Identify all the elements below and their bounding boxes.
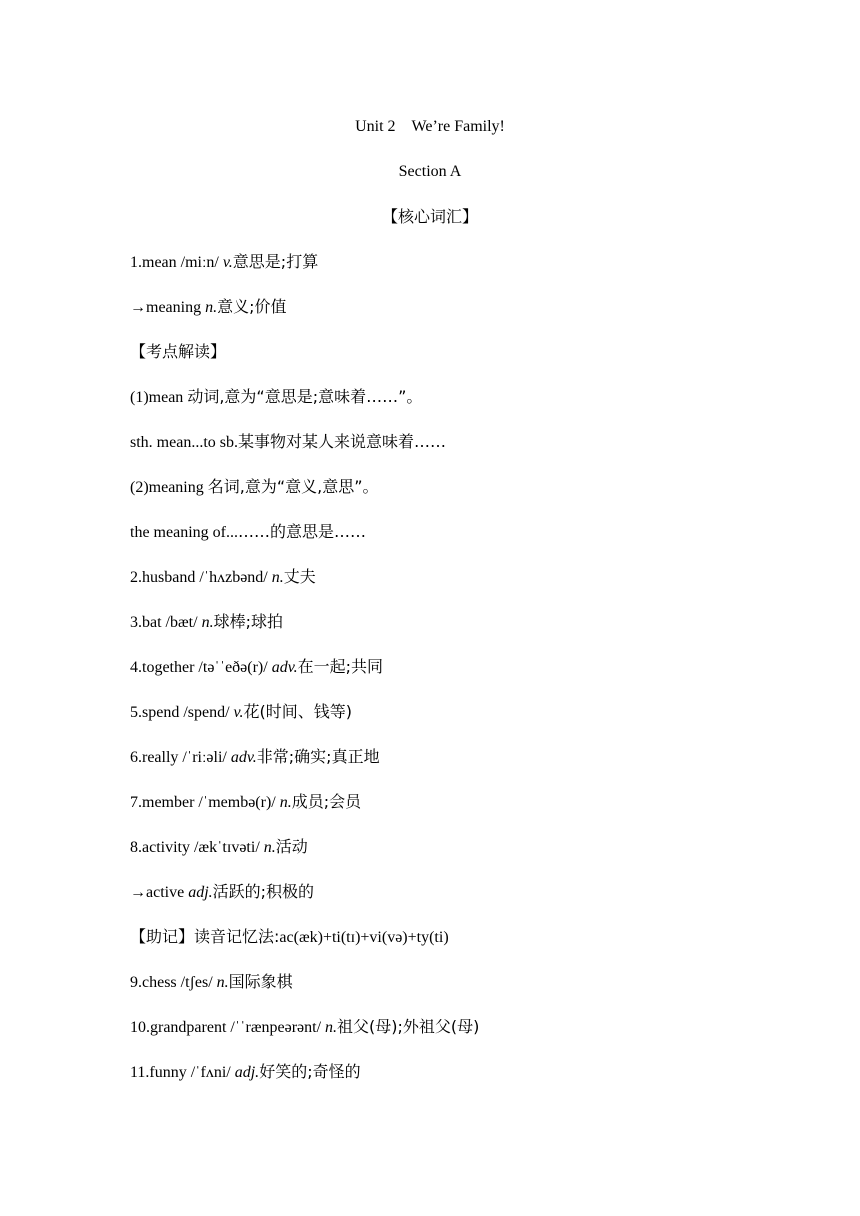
vocab-line-active: →active adj.活跃的;积极的 (130, 882, 315, 901)
vocab-line-really: 6.really /ˈriːəli/ adv.非常;确实;真正地 (130, 747, 380, 766)
note-line-1: (1)mean 动词,意为“意思是;意味着……”。 (130, 387, 423, 406)
vocab-line-1: 1.mean /miːn/ v.意思是;打算 (130, 252, 319, 271)
note-line-4: the meaning of...……的意思是…… (130, 522, 366, 541)
memory-tip-line: 【助记】读音记忆法:ac(æk)+ti(tɪ)+vi(və)+ty(ti) (130, 927, 449, 946)
vocab-line-spend: 5.spend /spend/ v.花(时间、钱等) (130, 702, 352, 721)
note-line-2: sth. mean...to sb.某事物对某人来说意味着…… (130, 432, 447, 451)
vocab-line-grandparent: 10.grandparent /ˈˈrænpeərənt/ n.祖父(母);外祖父(母) (130, 1017, 480, 1036)
vocab-line-bat: 3.bat /bæt/ n.球棒;球拍 (130, 612, 283, 631)
note-line-3: (2)meaning 名词,意为“意义,意思”。 (130, 477, 379, 496)
vocab-line-funny: 11.funny /ˈfʌni/ adj.好笑的;奇怪的 (130, 1062, 361, 1081)
heading-core-vocab: 【核心词汇】 (381, 207, 478, 226)
vocab-line-activity: 8.activity /ækˈtɪvəti/ n.活动 (130, 837, 308, 856)
unit-title: Unit 2 We’re Family! (355, 118, 505, 135)
vocab-line-together: 4.together /təˈˈeðə(r)/ adv.在一起;共同 (130, 657, 384, 676)
heading-key-points: 【考点解读】 (130, 342, 227, 361)
section-title: Section A (398, 163, 462, 180)
vocab-line-member: 7.member /ˈmembə(r)/ n.成员;会员 (130, 792, 362, 811)
vocab-line-husband: 2.husband /ˈhʌzbənd/ n.丈夫 (130, 567, 316, 586)
vocab-line-2: →meaning n.意义;价值 (130, 297, 287, 316)
vocab-line-chess: 9.chess /tʃes/ n.国际象棋 (130, 972, 293, 991)
